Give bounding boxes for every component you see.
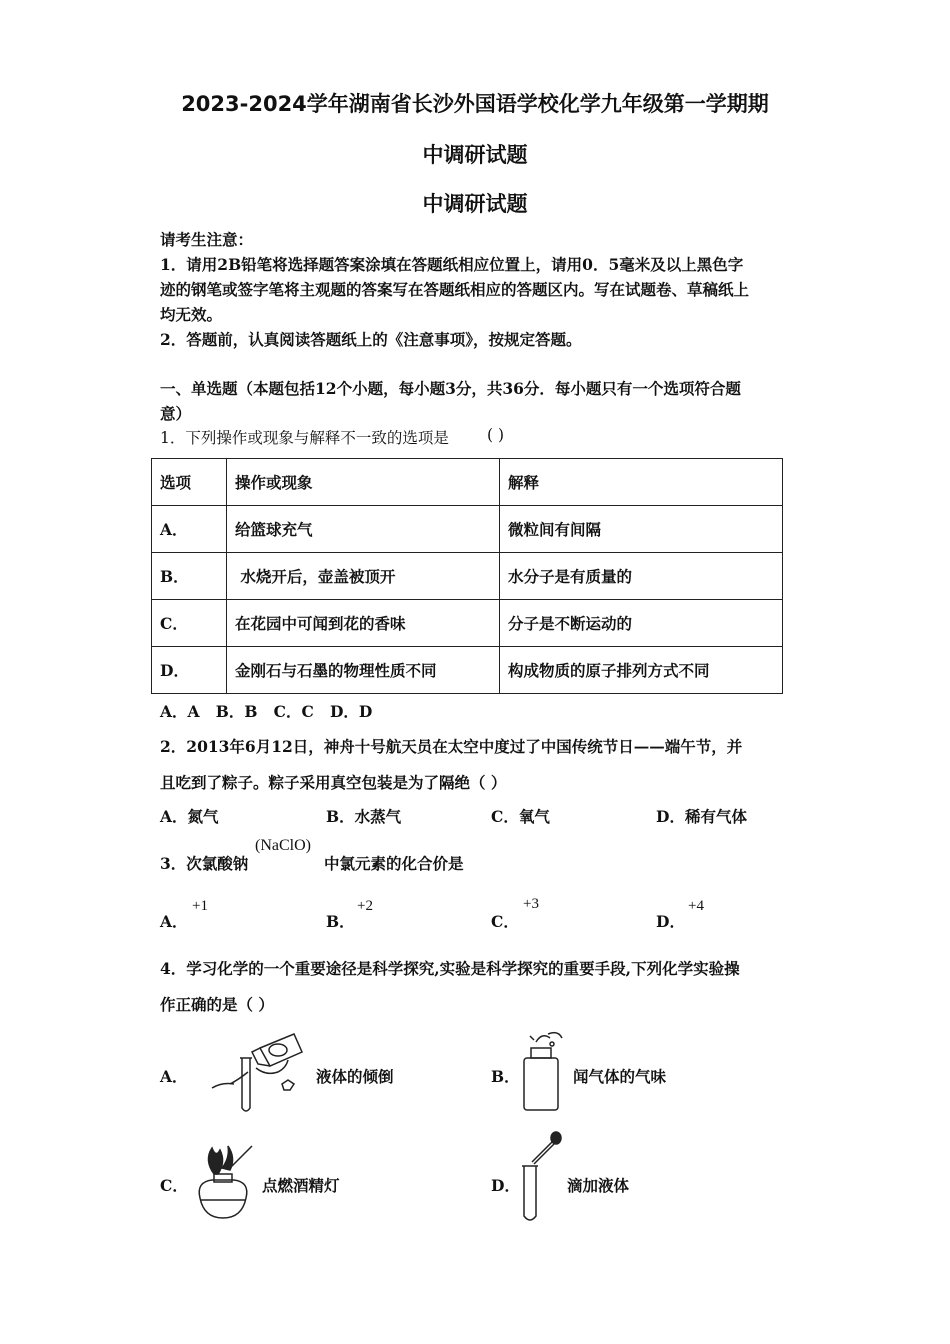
q2-stem-line1: 2．2013年6月12日，神舟十号航天员在太空中度过了中国传统节日——端午节，并 xyxy=(160,737,743,756)
table-cell-phenomenon: 在花园中可闻到花的香味 xyxy=(227,600,500,647)
table-cell-phenomenon: 给篮球充气 xyxy=(227,506,500,553)
q3-option-a-value: +1 xyxy=(192,898,208,914)
table-row xyxy=(152,600,783,647)
smelling-gas-illustration-icon xyxy=(516,1030,568,1114)
table-header-cell: 选项 xyxy=(152,459,227,506)
table-header-row xyxy=(152,459,783,506)
table-cell-explanation: 微粒间有间隔 xyxy=(500,506,783,553)
q2-option-a: A．氮气 xyxy=(160,807,219,826)
notice-item1-line3: 均无效。 xyxy=(160,305,223,324)
q3-stem-a: 3．次氯酸钠 xyxy=(160,854,249,873)
q3-option-d-value: +4 xyxy=(688,898,704,914)
q4-option-a-text: 液体的倾倒 xyxy=(316,1067,394,1086)
q3-stem-b: 中氯元素的化合价是 xyxy=(324,854,464,873)
notice-item1-line2: 迹的钢笔或签字笔将主观题的答案写在答题纸相应的答题区内。写在试题卷、草稿纸上 xyxy=(160,280,750,299)
q4-option-d-label: D． xyxy=(491,1176,520,1195)
q4-stem-line2: 作正确的是（ ） xyxy=(160,995,274,1014)
table-cell-option: D． xyxy=(152,647,227,694)
q3-option-a-label: A． xyxy=(160,912,188,931)
q4-option-d-text: 滴加液体 xyxy=(567,1176,630,1195)
q1-table xyxy=(151,458,783,694)
notice-item1-line1: 1．请用2B铅笔将选择题答案涂填在答题纸相应位置上，请用0．5毫米及以上黑色字 xyxy=(160,255,744,274)
q4-option-c-label: C． xyxy=(160,1176,188,1195)
q3-formula: (NaClO) xyxy=(255,837,311,854)
q3-option-b-value: +2 xyxy=(357,898,373,914)
q4-option-b-text: 闻气体的气味 xyxy=(573,1067,667,1086)
table-cell-explanation: 分子是不断运动的 xyxy=(500,600,783,647)
q1-stem: 1．下列操作或现象与解释不一致的选项是 xyxy=(160,429,449,447)
dropping-liquid-illustration-icon xyxy=(512,1130,568,1224)
q2-stem-line2: 且吃到了粽子。粽子采用真空包装是为了隔绝（ ） xyxy=(160,773,507,792)
exam-title-line2: 中调研试题 xyxy=(422,143,528,167)
liquid-pouring-illustration-icon xyxy=(208,1028,308,1114)
table-cell-option: B． xyxy=(152,553,227,600)
lighting-alcohol-lamp-illustration-icon xyxy=(190,1138,260,1224)
table-cell-explanation: 构成物质的原子排列方式不同 xyxy=(500,647,783,694)
q2-option-d: D．稀有气体 xyxy=(656,807,747,826)
q3-option-c-value: +3 xyxy=(523,896,539,912)
q4-option-b-label: B． xyxy=(491,1067,520,1086)
q3-option-d-label: D． xyxy=(656,912,685,931)
q4-stem-line1: 4．学习化学的一个重要途径是科学探究,实验是科学探究的重要手段,下列化学实验操 xyxy=(160,959,740,978)
q2-option-c: C．氧气 xyxy=(491,807,550,826)
notice-item2: 2．答题前，认真阅读答题纸上的《注意事项》，按规定答题。 xyxy=(160,330,582,349)
q1-options: A．A B．B C．C D．D xyxy=(160,702,373,721)
exam-title-line3: 中调研试题 xyxy=(422,192,528,216)
table-cell-phenomenon: 水烧开后，壶盖被顶开 xyxy=(227,553,500,600)
table-row xyxy=(152,647,783,694)
q3-option-c-label: C． xyxy=(491,912,519,931)
q2-option-b: B．水蒸气 xyxy=(326,807,402,826)
q4-option-a-label: A． xyxy=(160,1067,188,1086)
q3-option-b-label: B． xyxy=(326,912,355,931)
table-row xyxy=(152,506,783,553)
table-cell-option: C． xyxy=(152,600,227,647)
table-cell-explanation: 水分子是有质量的 xyxy=(500,553,783,600)
table-row xyxy=(152,553,783,600)
notice-heading: 请考生注意： xyxy=(160,230,254,249)
section1-heading-line1: 一、单选题（本题包括12个小题，每小题3分，共36分．每小题只有一个选项符合题 xyxy=(160,379,741,398)
table-cell-phenomenon: 金刚石与石墨的物理性质不同 xyxy=(227,647,500,694)
q4-option-c-text: 点燃酒精灯 xyxy=(262,1176,340,1195)
section1-heading-line2: 意） xyxy=(160,404,192,423)
table-header-cell: 解释 xyxy=(500,459,783,506)
exam-title-line1: 2023-2024学年湖南省长沙外国语学校化学九年级第一学期期 xyxy=(181,92,769,116)
table-cell-option: A． xyxy=(152,506,227,553)
table-header-cell: 操作或现象 xyxy=(227,459,500,506)
q1-paren: ( ) xyxy=(487,426,505,444)
